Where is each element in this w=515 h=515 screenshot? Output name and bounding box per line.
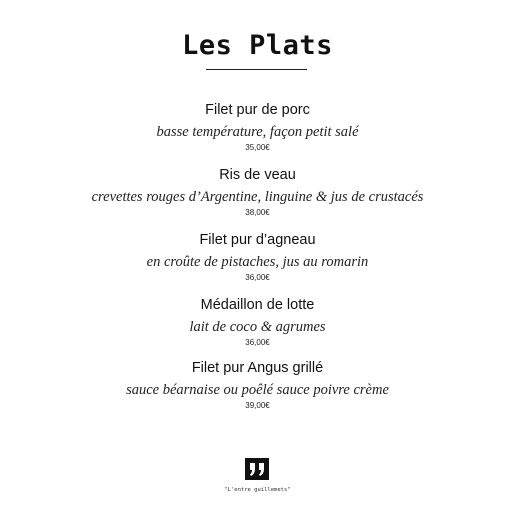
dish-item	[0, 359, 515, 411]
page-title: Les Plats	[182, 30, 333, 61]
dish-price: 39,00€	[245, 401, 270, 410]
dish-price: 38,00€	[245, 208, 270, 217]
dish-name: Filet pur Angus grillé	[191, 360, 324, 376]
dish-description: sauce béarnaise ou poêlé sauce poivre crème	[126, 382, 389, 398]
dish-description: crevettes rouges d’Argentine, linguine & jus de crustacés	[91, 189, 424, 205]
dish-name: Filet pur de porc	[205, 102, 310, 118]
dish-price: 36,00€	[245, 338, 270, 347]
dish-item	[0, 166, 515, 218]
title-divider	[206, 69, 307, 70]
dish-price: 35,00€	[245, 143, 270, 152]
dish-item	[0, 296, 515, 348]
dish-name: Médaillon de lotte	[200, 297, 315, 313]
dish-price: 36,00€	[245, 273, 270, 282]
dish-item	[0, 231, 515, 283]
quote-marks-logo-icon	[245, 458, 269, 480]
dish-item	[0, 101, 515, 153]
dish-name: Filet pur d’agneau	[199, 232, 316, 248]
dish-description: basse température, façon petit salé	[156, 124, 359, 140]
brand-tagline: "L'entre guillemets"	[224, 487, 291, 493]
dish-description: lait de coco & agrumes	[189, 319, 326, 335]
dish-description: en croûte de pistaches, jus au romarin	[146, 254, 369, 270]
dish-name: Ris de veau	[219, 167, 296, 183]
